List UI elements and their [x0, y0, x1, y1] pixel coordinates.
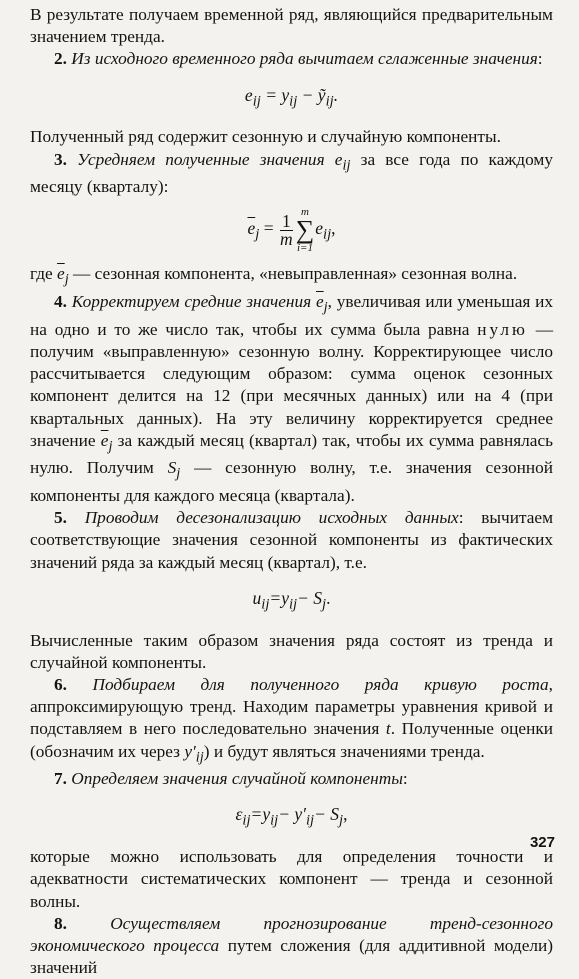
paragraph-components: Полученный ряд содержит сезонную и случайную компоненты. [30, 127, 501, 147]
step-6: 6. Подбираем для полученного ряда кривую роста, аппроксимирующую тренд. Находим параметры уравнения кривой и подставляем в него последовательно значения t. Полученные оценки (обозначим их через $y'_{ij}$) и будут являться значениями тренда. [30, 674, 553, 765]
step-6-title: Подбираем для полученного ряда кривую роста [92, 674, 549, 694]
step-8-number: 8. [54, 913, 67, 933]
fraction: $\frac{1}{m}$ [280, 210, 293, 249]
formula-deseasonalized: $u_{ij}=y_{ij}- S_j$. [252, 587, 331, 613]
step-8-title: Осуществляем прогнозирование тренд-сезонного экономического процесса [30, 913, 553, 955]
step-2-number: 2. [54, 49, 67, 69]
formula-residual: $e_{ij} = y_{ij}$ − ỹ$_{ij}$. [244, 84, 339, 110]
sum-symbol: m ∑ i=1 [295, 206, 315, 255]
step-3-number: 3. [54, 149, 67, 169]
step-3-title: Усредняем полученные значения e [77, 149, 343, 169]
step-4-title: Корректируем средние значения [71, 292, 316, 312]
paragraph-intro: В результате получаем временной ряд, являющийся предварительным значением тренда. [30, 5, 553, 47]
step-7: 7. Определяем значения случайной компоненты: [54, 769, 408, 789]
step-3: 3. Усредняем полученные значения $e_{ij}$ за все года по каждому месяцу (кварталу): [30, 149, 553, 197]
step-2-title: Из исходного временного ряда вычитаем сглаженные значения [71, 49, 538, 69]
step-4-number: 4. [54, 292, 67, 312]
formula-random-component: $\varepsilon_{ij}=y_{ij}- y'_{ij}- S_j$, [235, 804, 348, 829]
page-number: 327 [529, 833, 555, 851]
formula-seasonal-average: $\overline{e}_j$ = $\frac{1}{m}$ m ∑ i=1 $e_{ij}$, [247, 206, 336, 255]
step-5-title: Проводим десезонализацию исходных данных [84, 508, 459, 528]
step-7-number: 7. [54, 769, 67, 789]
step-2: 2. Из исходного временного ряда вычитаем сглаженные значения: [54, 49, 543, 69]
step-5-number: 5. [54, 508, 67, 528]
paragraph-trend-random: Вычисленные таким образом значения ряда состоят из тренда и случайной компоненты. [30, 630, 553, 672]
step-6-number: 6. [54, 674, 67, 694]
step-7-title: Определяем значения случайной компоненты [71, 769, 403, 789]
step-5: 5. Проводим десезонализацию исходных данных: вычитаем соответствующие значения сезонной компоненты из фактических значений ряда за каждый месяц (квартал), т.е. [30, 508, 554, 572]
paragraph-where: где $\overline{e}_j$ — сезонная компонента, «невыправленная» сезонная волна. [30, 264, 518, 288]
paragraph-accuracy: которые можно использовать для определения точности и адекватности систематических компонент — тренда и сезонной волны. [30, 847, 553, 911]
step-4: 4. Корректируем средние значения $\overline{e}_j$, увеличивая или уменьшая их на одно и то же число так, чтобы их сумма была равна нулю — получим «выправленную» сезонную волну. Корректирующее число рассчитывается следующим образом: сумма оценок сезонных компонент делится на 12 (при месячных данных) или на 4 (при квартальных данных). На эту величину корректируется среднее значение $\overline{e}_j$ за каждый месяц (квартал) так, чтобы их сумма равнялась нулю. Получим $S_j$ — сезонную волну, т.е. значения сезонной компоненты для каждого месяца (квартала). [30, 292, 554, 506]
step-8: 8. Осуществляем прогнозирование тренд-сезонного экономического процесса путем сложения (для аддитивной модели) значений [30, 913, 553, 978]
